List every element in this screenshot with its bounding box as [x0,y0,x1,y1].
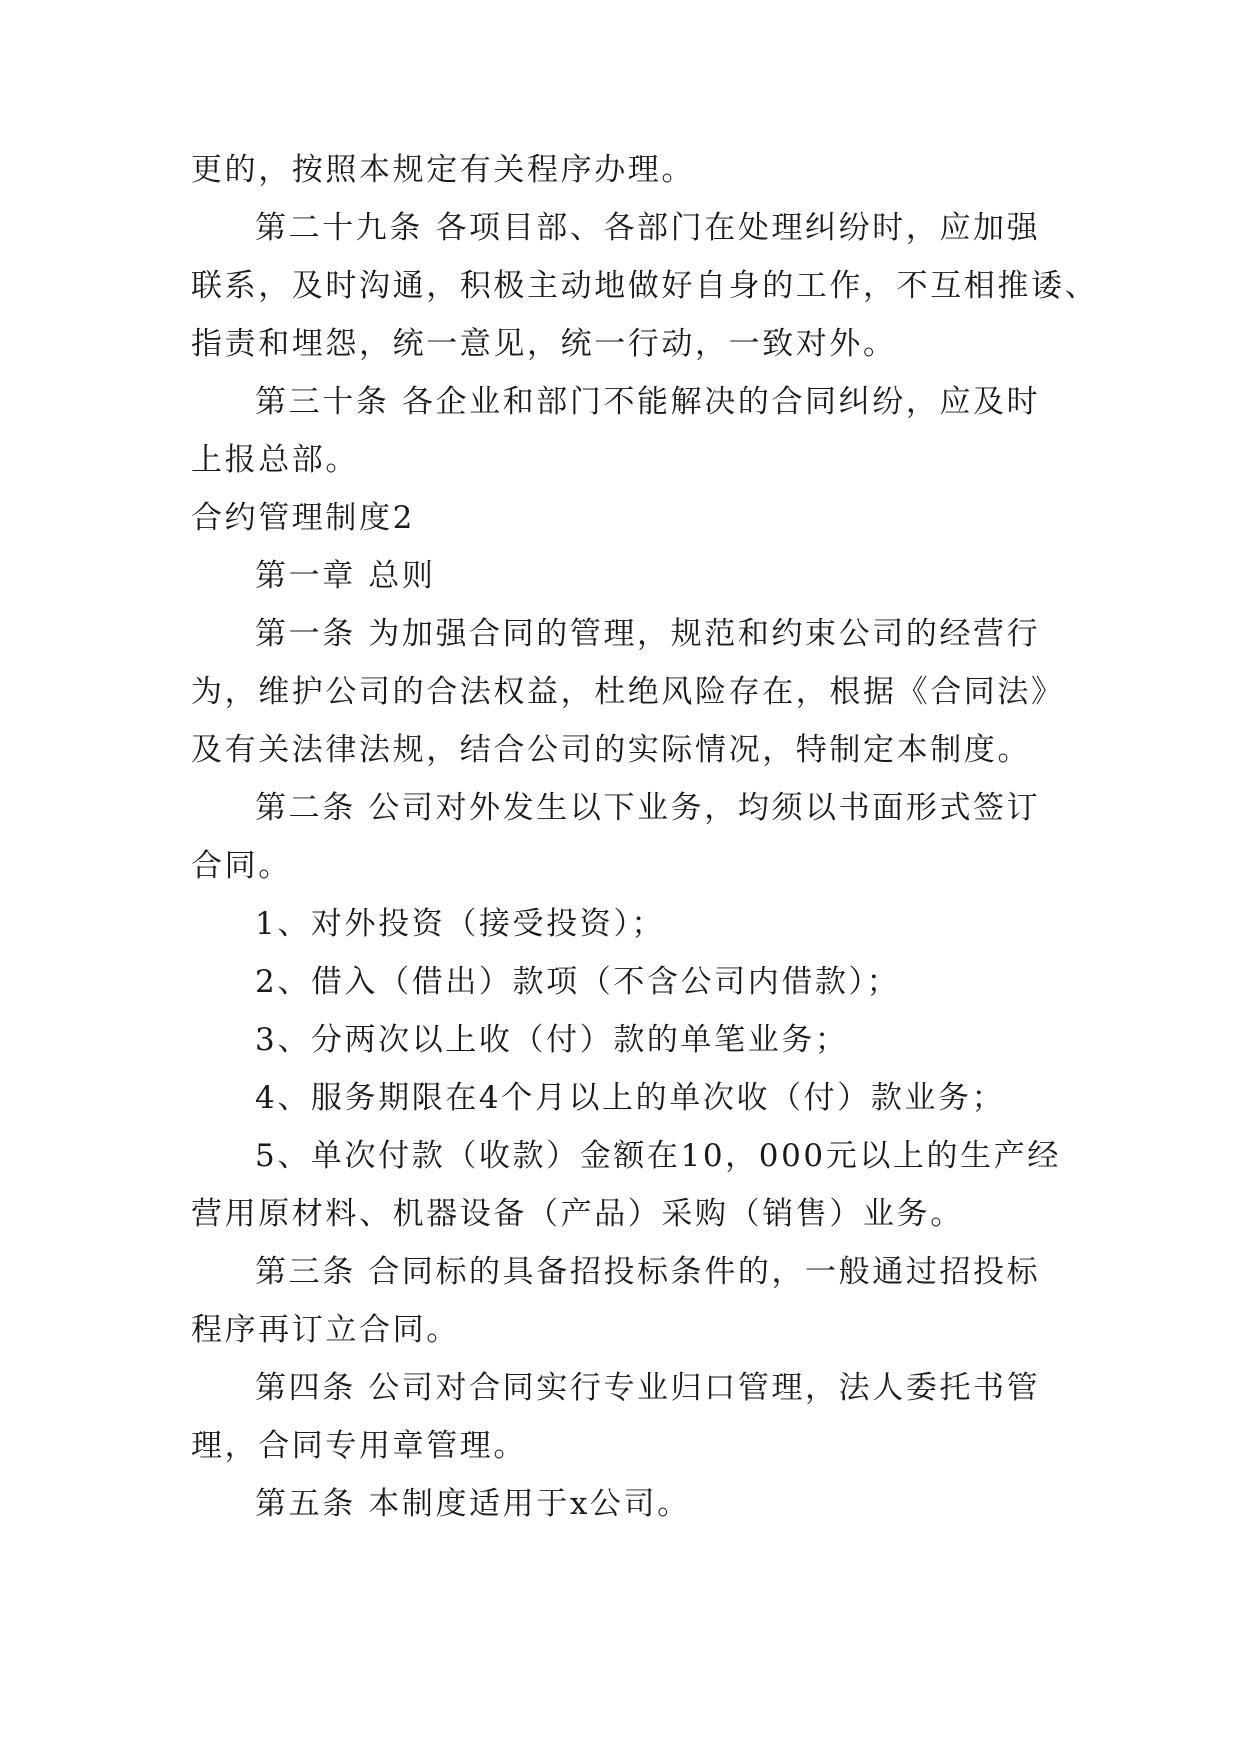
list-item-2: 2、借入（借出）款项（不含公司内借款）； [255,964,901,1000]
list-item-5-line-1: 5、单次付款（收款）金额在10，000元以上的生产经 [255,1138,1061,1174]
article-29-line-1: 第二十九条 各项目部、各部门在处理纠纷时，应加强 [255,210,1041,246]
chapter-heading: 第一章 总则 [255,558,436,594]
article-1-line-2: 为，维护公司的合法权益，杜绝风险存在，根据《合同法》 [191,674,1065,710]
article-4-line-1: 第四条 公司对合同实行专业归口管理，法人委托书管 [255,1370,1041,1406]
section-title: 合约管理制度2 [191,500,415,536]
text-line: 更的，按照本规定有关程序办理。 [191,152,695,188]
article-2-line-2: 合同。 [191,848,292,884]
article-2-line-1: 第二条 公司对外发生以下业务，均须以书面形式签订 [255,790,1041,826]
article-30-line-1: 第三十条 各企业和部门不能解决的合同纠纷，应及时 [255,384,1041,420]
article-30-line-2: 上报总部。 [191,442,359,478]
article-4-line-2: 理，合同专用章管理。 [191,1428,527,1464]
list-item-3: 3、分两次以上收（付）款的单笔业务； [255,1022,849,1058]
article-5-line-1: 第五条 本制度适用于x公司。 [255,1486,691,1522]
article-3-line-1: 第三条 合同标的具备招投标条件的，一般通过招投标 [255,1254,1041,1290]
list-item-1: 1、对外投资（接受投资）； [255,906,666,942]
article-3-line-2: 程序再订立合同。 [191,1312,460,1348]
article-1-line-3: 及有关法律法规，结合公司的实际情况，特制定本制度。 [191,732,1031,768]
article-29-line-2: 联系，及时沟通，积极主动地做好自身的工作，不互相推诿、 [191,268,1099,304]
list-item-5-line-2: 营用原材料、机器设备（产品）采购（销售）业务。 [191,1196,964,1232]
list-item-4: 4、服务期限在4个月以上的单次收（付）款业务； [255,1080,1006,1116]
article-29-line-3: 指责和埋怨，统一意见，统一行动，一致对外。 [191,326,897,362]
article-1-line-1: 第一条 为加强合同的管理，规范和约束公司的经营行 [255,616,1041,652]
